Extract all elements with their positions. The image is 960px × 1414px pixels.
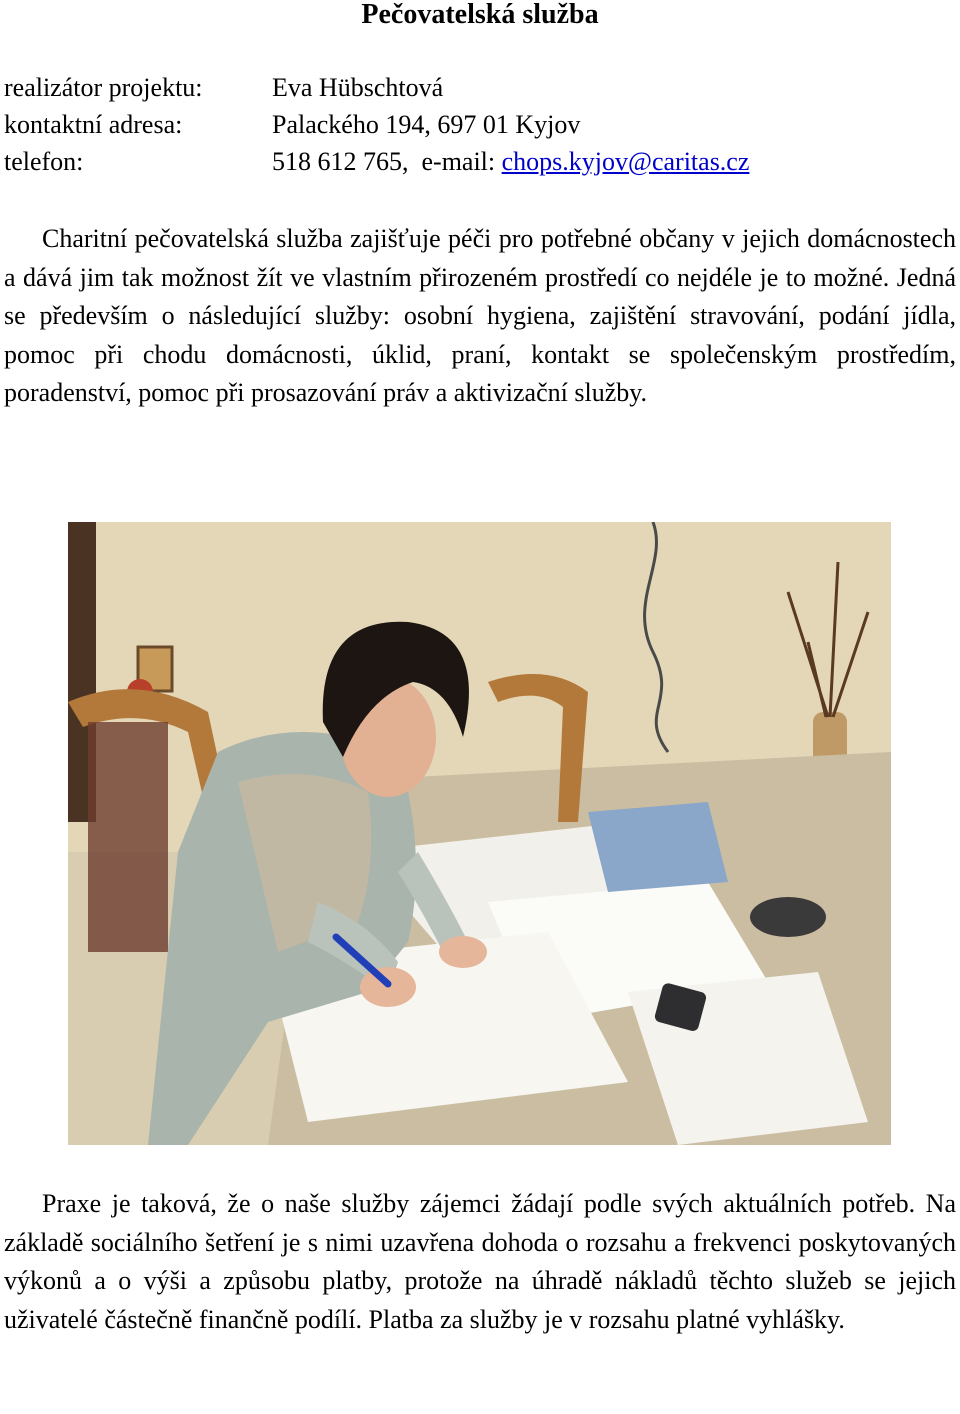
email-link[interactable]: chops.kyjov@caritas.cz: [501, 147, 750, 176]
contact-row-address: [4, 106, 749, 143]
contact-value-address: Palackého 194, 697 01 Kyjov: [272, 110, 581, 139]
contact-value-phone: [272, 143, 749, 180]
contact-row-project: [4, 69, 749, 106]
practice-paragraph: Praxe je taková, že o naše služby zájemci žádají podle svých aktuálních potřeb. Na základě sociálního šetření je s nimi uzavřena dohoda o rozsahu a frekvenci poskytovaných výkonů a o výši a způsobu platby, protože na úhradě nákladů těchto služeb se jejich uživatelé částečně finančně podílí. Platba za služby je v rozsahu platné vyhlášky.: [4, 1189, 956, 1334]
contact-label-phone: telefon:: [4, 147, 84, 176]
contact-label-address: kontaktní adresa:: [4, 110, 183, 139]
contact-row-phone: [4, 143, 749, 180]
contact-label-project: realizátor projektu:: [4, 73, 203, 102]
contact-value-project: Eva Hübschtová: [272, 73, 444, 102]
caregiver-photo: [68, 522, 891, 1145]
intro-paragraph: Charitní pečovatelská služba zajišťuje péči pro potřebné občany v jejich domácnostech a dává jim tak možnost žít ve vlastním přirozeném prostředí co nejdéle je to možné. Jedná se především o následující služby: osobní hygiena, zajištění stravování, podání jídla, pomoc při chodu domácnosti, úklid, praní, kontakt se společenským prostředím, poradenství, pomoc při prosazování práv a aktivizační služby.: [4, 224, 956, 407]
contact-block: [4, 69, 749, 180]
page-title: Pečovatelská služba: [361, 0, 599, 30]
phone-text: 518 612 765, e-mail:: [272, 147, 502, 176]
